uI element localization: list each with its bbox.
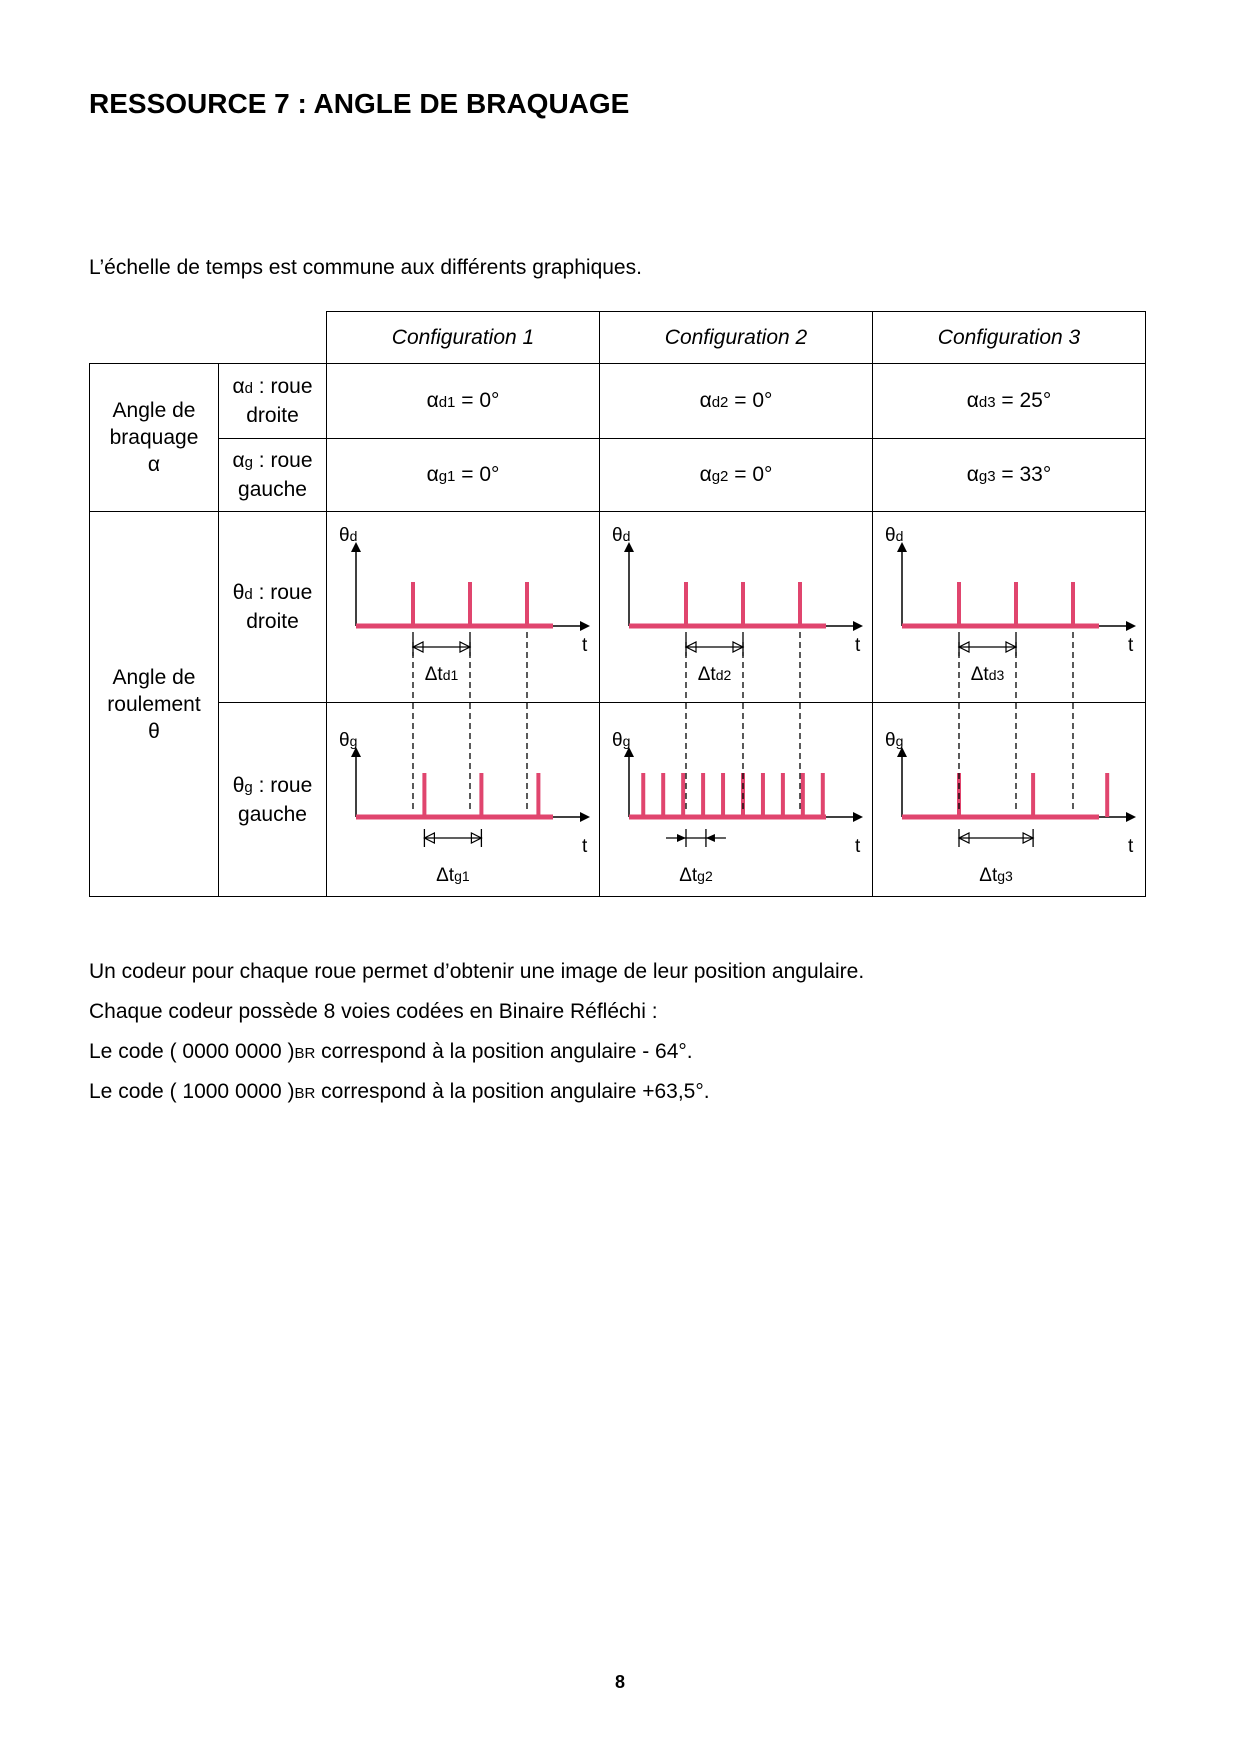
chart-cell-g1 bbox=[327, 703, 600, 897]
y-axis-label: θg bbox=[612, 730, 631, 751]
pulse-chart-θd-1 bbox=[327, 512, 599, 702]
x-axis-label: t bbox=[1128, 836, 1134, 857]
y-axis-label: θg bbox=[339, 730, 358, 751]
x-axis-arrowhead bbox=[1126, 621, 1136, 631]
config-2-header: Configuration 2 bbox=[600, 312, 873, 364]
y-axis-label: θd bbox=[885, 525, 904, 546]
interval-label: Δtg1 bbox=[436, 865, 470, 886]
interval-label: Δtg3 bbox=[979, 865, 1013, 886]
alpha-g-label: αg : roue gauche bbox=[219, 439, 327, 512]
alpha-d1-value: αd1 = 0° bbox=[327, 364, 600, 439]
resource-table bbox=[89, 311, 1146, 897]
interval-label: Δtd1 bbox=[424, 664, 459, 685]
chart-cell-g2 bbox=[600, 703, 873, 897]
chart-cell-d1 bbox=[327, 512, 600, 703]
interval-label: Δtg2 bbox=[679, 865, 713, 886]
alpha-g2-value: αg2 = 0° bbox=[600, 439, 873, 512]
x-axis-arrowhead bbox=[853, 812, 863, 822]
pulse-chart-θg-3 bbox=[873, 703, 1145, 896]
interval-label: Δtd2 bbox=[697, 664, 732, 685]
pulse-chart-θd-3 bbox=[873, 512, 1145, 702]
pulse-chart-θd-2 bbox=[600, 512, 872, 702]
page-number: 8 bbox=[614, 1672, 625, 1692]
braquage-group-label: Angle de braquage α bbox=[90, 364, 219, 512]
x-axis-label: t bbox=[582, 836, 588, 857]
alpha-d2-value: αd2 = 0° bbox=[600, 364, 873, 439]
config-1-header: Configuration 1 bbox=[327, 312, 600, 364]
y-axis-label: θd bbox=[612, 525, 631, 546]
y-axis-label: θd bbox=[339, 525, 358, 546]
interval-arrowhead-left bbox=[677, 834, 686, 842]
alpha-g1-value: αg1 = 0° bbox=[327, 439, 600, 512]
paragraph-code-min: Le code ( 0000 0000 )BR correspond à la position angulaire - 64°. bbox=[89, 1040, 693, 1063]
alpha-g3-value: αg3 = 33° bbox=[873, 439, 1146, 512]
interval-arrowhead-right bbox=[706, 834, 715, 842]
intro-text: L’échelle de temps est commune aux différents graphiques. bbox=[89, 256, 642, 279]
config-3-header: Configuration 3 bbox=[873, 312, 1146, 364]
chart-cell-d3 bbox=[873, 512, 1146, 703]
chart-cell-d2 bbox=[600, 512, 873, 703]
paragraph-voies: Chaque codeur possède 8 voies codées en Binaire Réfléchi : bbox=[89, 1000, 658, 1023]
theta-d-label: θd : roue droite bbox=[219, 512, 327, 703]
page-title: RESSOURCE 7 : ANGLE DE BRAQUAGE bbox=[89, 88, 630, 119]
x-axis-label: t bbox=[582, 635, 588, 656]
pulse-chart-θg-1 bbox=[327, 703, 599, 896]
paragraph-code-max: Le code ( 1000 0000 )BR correspond à la position angulaire +63,5°. bbox=[89, 1080, 710, 1103]
theta-g-label: θg : roue gauche bbox=[219, 703, 327, 897]
x-axis-arrowhead bbox=[1126, 812, 1136, 822]
chart-cell-g3 bbox=[873, 703, 1146, 897]
x-axis-label: t bbox=[855, 836, 861, 857]
paragraph-codeur: Un codeur pour chaque roue permet d’obtenir une image de leur position angulaire. bbox=[89, 960, 865, 983]
interval-label: Δtd3 bbox=[970, 664, 1005, 685]
alpha-d-label: αd : roue droite bbox=[219, 364, 327, 439]
y-axis-label: θg bbox=[885, 730, 904, 751]
alpha-d3-value: αd3 = 25° bbox=[873, 364, 1146, 439]
x-axis-arrowhead bbox=[580, 621, 590, 631]
x-axis-arrowhead bbox=[853, 621, 863, 631]
x-axis-label: t bbox=[855, 635, 861, 656]
pulse-chart-θg-2 bbox=[600, 703, 872, 896]
x-axis-arrowhead bbox=[580, 812, 590, 822]
x-axis-label: t bbox=[1128, 635, 1134, 656]
roulement-group-label: Angle de roulement θ bbox=[90, 512, 219, 897]
